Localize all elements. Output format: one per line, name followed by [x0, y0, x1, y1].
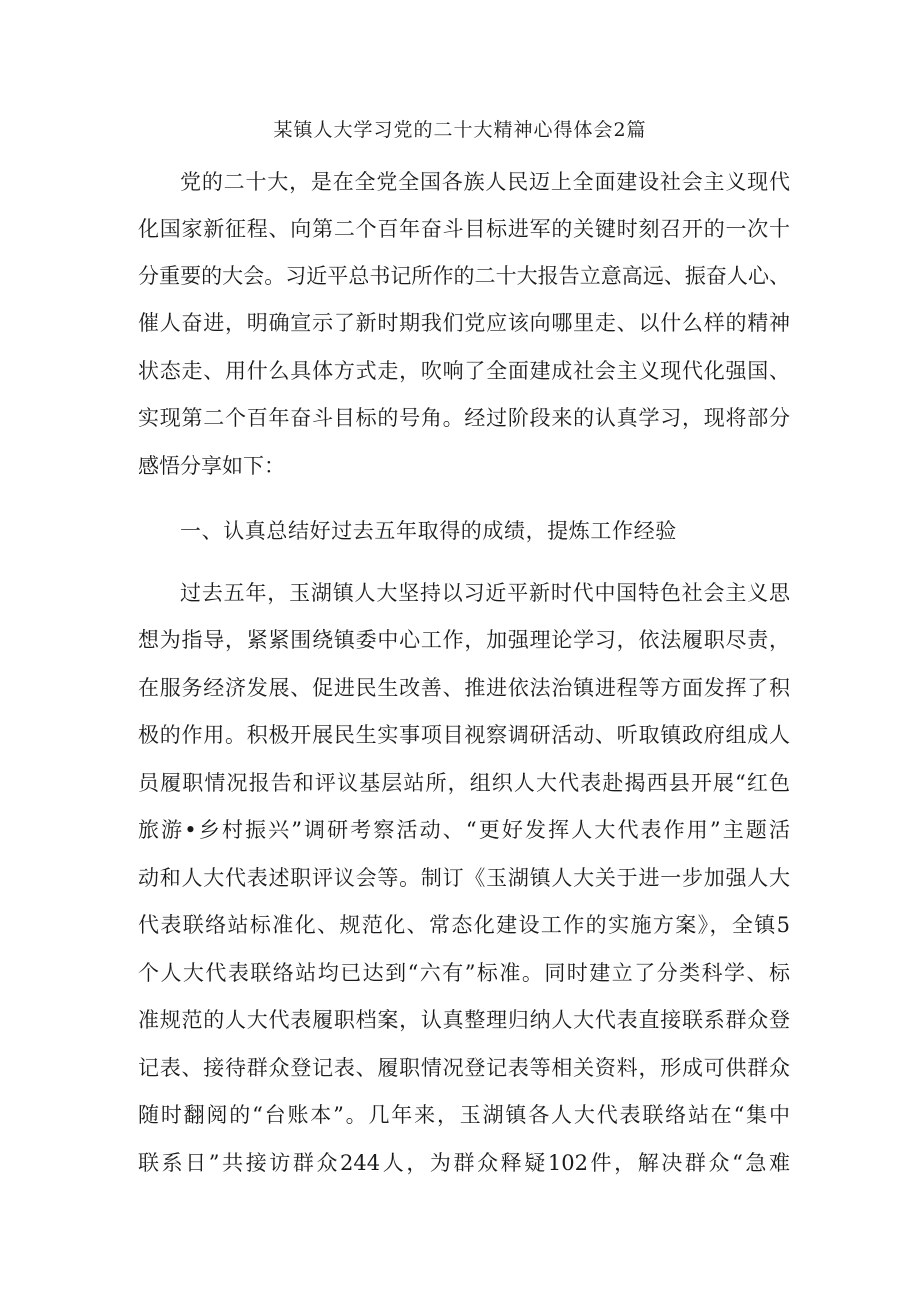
paragraph-line: 员履职情况报告和评议基层站所，组织人大代表赴揭西县开展“红色 [138, 771, 790, 795]
paragraph-line: 随时翻阅的“台账本”。几年来，玉湖镇各人大代表联络站在“集中 [138, 1103, 790, 1127]
paragraph-line: 准规范的人大代表履职档案，认真整理归纳人大代表直接联系群众登 [138, 1008, 790, 1032]
paragraph-line: 党的二十大，是在全党全国各族人民迈上全面建设社会主义现代 [180, 170, 790, 194]
document-title: 某镇人大学习党的二十大精神心得体会2篇 [273, 119, 647, 141]
paragraph-line: 极的作用。积极开展民生实事项目视察调研活动、听取镇政府组成人 [138, 723, 790, 747]
paragraph-line: 过去五年，玉湖镇人大坚持以习近平新时代中国特色社会主义思 [180, 581, 790, 605]
paragraph-line: 催人奋进，明确宣示了新时期我们党应该向哪里走、以什么样的精神 [138, 311, 790, 335]
paragraph-line: 联系日”共接访群众244人，为群众释疑102件，解决群众“急难 [138, 1151, 790, 1175]
paragraph-line: 代表联络站标准化、规范化、常态化建设工作的实施方案》，全镇5 [138, 913, 790, 937]
paragraph-line: 分重要的大会。习近平总书记所作的二十大报告立意高远、振奋人心、 [138, 264, 790, 288]
paragraph-line: 个人大代表联络站均已达到“六有”标准。同时建立了分类科学、标 [138, 961, 790, 985]
paragraph-line: 化国家新征程、向第二个百年奋斗目标进军的关键时刻召开的一次十 [138, 217, 790, 241]
paragraph-line: 记表、接待群众登记表、履职情况登记表等相关资料，形成可供群众 [138, 1056, 790, 1080]
paragraph-line: 实现第二个百年奋斗目标的号角。经过阶段来的认真学习，现将部分 [138, 406, 790, 430]
paragraph-line: 感悟分享如下： [138, 454, 285, 478]
paragraph-line: 状态走、用什么具体方式走，吹响了全面建成社会主义现代化强国、 [138, 359, 790, 383]
paragraph-line: 想为指导，紧紧围绕镇委中心工作，加强理论学习，依法履职尽责， [138, 628, 790, 652]
paragraph-line: 旅游•乡村振兴”调研考察活动、“更好发挥人大代表作用”主题活 [138, 818, 790, 842]
section-heading: 一、认真总结好过去五年取得的成绩，提炼工作经验 [180, 519, 677, 543]
paragraph-line: 在服务经济发展、促进民生改善、推进依法治镇进程等方面发挥了积 [138, 676, 790, 700]
paragraph-line: 动和人大代表述职评议会等。制订《玉湖镇人大关于进一步加强人大 [138, 866, 790, 890]
